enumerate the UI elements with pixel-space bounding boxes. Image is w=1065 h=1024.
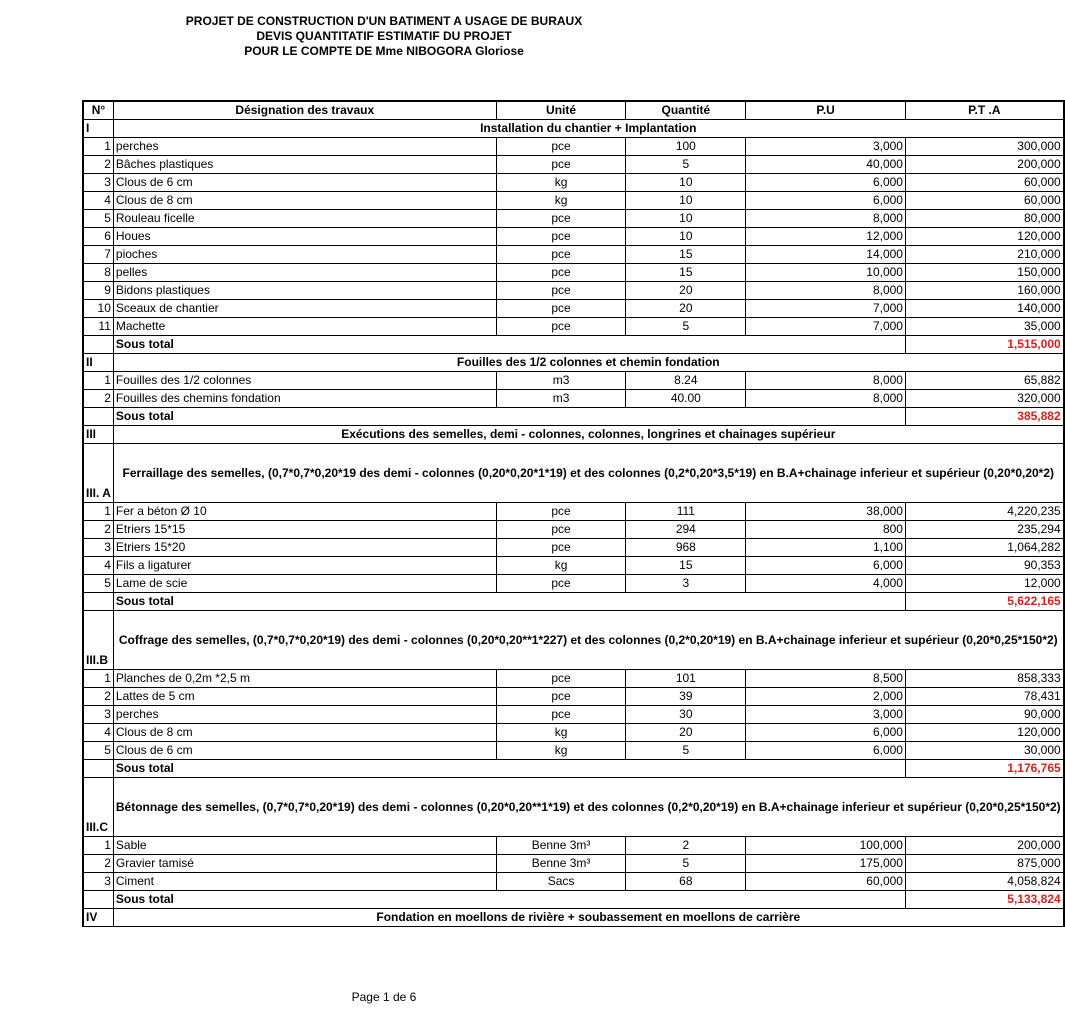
item-quantite: 15 [626, 264, 746, 282]
table-row [83, 300, 1064, 318]
item-pt: 235,294 [905, 521, 1063, 539]
item-designation: Rouleau ficelle [113, 210, 496, 228]
item-pu: 175,000 [746, 855, 906, 873]
sous-total-row [83, 336, 1064, 354]
item-pt: 150,000 [905, 264, 1063, 282]
client-title: POUR LE COMPTE DE Mme NIBOGORA Gloriose [244, 44, 524, 58]
sous-total-label: Sous total [113, 336, 905, 354]
item-quantite: 15 [626, 557, 746, 575]
item-pt: 90,000 [905, 706, 1063, 724]
item-designation: Ciment [113, 873, 496, 891]
item-quantite: 968 [626, 539, 746, 557]
item-pt: 200,000 [905, 156, 1063, 174]
item-quantite: 3 [626, 575, 746, 593]
item-pu: 2,000 [746, 688, 906, 706]
subsection-number: III.B [83, 611, 113, 670]
item-pu: 8,500 [746, 670, 906, 688]
col-header-no: N° [83, 101, 113, 120]
item-unite: pce [496, 318, 626, 336]
subsection-title: Bétonnage des semelles, (0,7*0,7*0,20*19) des demi - colonnes (0,20*0,20**1*19) et des colonnes (0,2*0,20*19) en B.A+chainage inferieur et supérieur (0,20*0,25*150*2) [113, 778, 1063, 837]
subsection-number: III. A [83, 444, 113, 503]
item-quantite: 68 [626, 873, 746, 891]
item-designation: Fouilles des chemins fondation [113, 390, 496, 408]
table-row [83, 210, 1064, 228]
item-designation: Etriers 15*20 [113, 539, 496, 557]
item-pu: 8,000 [746, 372, 906, 390]
item-unite: pce [496, 503, 626, 521]
item-designation: Gravier tamisé [113, 855, 496, 873]
item-designation: perches [113, 138, 496, 156]
item-number: 7 [83, 246, 113, 264]
item-quantite: 10 [626, 228, 746, 246]
sous-total-value: 1,515,000 [905, 336, 1063, 354]
item-quantite: 15 [626, 246, 746, 264]
page-footer: Page 1 de 6 [351, 990, 417, 1004]
item-designation: Planches de 0,2m *2,5 m [113, 670, 496, 688]
col-header-pu: P.U [746, 101, 906, 120]
table-row [83, 156, 1064, 174]
sous-total-value: 5,133,824 [905, 891, 1063, 909]
item-pu: 6,000 [746, 192, 906, 210]
item-unite: Benne 3m³ [496, 855, 626, 873]
item-unite: pce [496, 282, 626, 300]
section-title: Installation du chantier + Implantation [113, 120, 1063, 138]
subsection-header-row [83, 778, 1064, 837]
item-pt: 78,431 [905, 688, 1063, 706]
item-number: 3 [83, 873, 113, 891]
item-unite: kg [496, 192, 626, 210]
section-header-row [83, 120, 1064, 138]
item-pt: 875,000 [905, 855, 1063, 873]
item-quantite: 40.00 [626, 390, 746, 408]
item-designation: pelles [113, 264, 496, 282]
item-pu: 3,000 [746, 138, 906, 156]
item-pu: 8,000 [746, 282, 906, 300]
item-quantite: 101 [626, 670, 746, 688]
item-designation: Clous de 6 cm [113, 174, 496, 192]
item-designation: Fer a béton Ø 10 [113, 503, 496, 521]
document-header [0, 14, 768, 59]
item-unite: m3 [496, 390, 626, 408]
item-number: 1 [83, 837, 113, 855]
item-quantite: 8.24 [626, 372, 746, 390]
item-pu: 8,000 [746, 390, 906, 408]
item-unite: pce [496, 246, 626, 264]
project-title: PROJET DE CONSTRUCTION D'UN BATIMENT A USAGE DE BURAUX [185, 14, 583, 28]
item-quantite: 5 [626, 855, 746, 873]
item-pu: 10,000 [746, 264, 906, 282]
item-pt: 320,000 [905, 390, 1063, 408]
item-unite: pce [496, 521, 626, 539]
item-number: 2 [83, 390, 113, 408]
table-row [83, 742, 1064, 760]
section-number: IV [83, 909, 113, 927]
item-pt: 120,000 [905, 228, 1063, 246]
col-header-quantite: Quantité [626, 101, 746, 120]
item-designation: Sable [113, 837, 496, 855]
item-number: 5 [83, 742, 113, 760]
sous-total-row [83, 593, 1064, 611]
section-number: II [83, 354, 113, 372]
item-quantite: 100 [626, 138, 746, 156]
item-number: 3 [83, 706, 113, 724]
item-unite: pce [496, 156, 626, 174]
item-number: 2 [83, 521, 113, 539]
item-number: 8 [83, 264, 113, 282]
section-title: Fouilles des 1/2 colonnes et chemin fondation [113, 354, 1063, 372]
item-unite: pce [496, 670, 626, 688]
sous-total-spacer [83, 408, 113, 426]
item-quantite: 39 [626, 688, 746, 706]
item-quantite: 5 [626, 742, 746, 760]
item-pt: 65,882 [905, 372, 1063, 390]
item-pt: 60,000 [905, 192, 1063, 210]
table-row [83, 372, 1064, 390]
item-unite: Benne 3m³ [496, 837, 626, 855]
item-pu: 7,000 [746, 300, 906, 318]
item-number: 4 [83, 724, 113, 742]
subsection-title: Coffrage des semelles, (0,7*0,7*0,20*19) des demi - colonnes (0,20*0,20**1*227) et des colonnes (0,2*0,20*19) en B.A+chainage inferieur et supérieur (0,20*0,25*150*2) [113, 611, 1063, 670]
item-quantite: 2 [626, 837, 746, 855]
item-unite: pce [496, 228, 626, 246]
item-quantite: 10 [626, 192, 746, 210]
table-row [83, 855, 1064, 873]
table-row [83, 138, 1064, 156]
subsection-number: III.C [83, 778, 113, 837]
item-pu: 6,000 [746, 742, 906, 760]
item-pt: 80,000 [905, 210, 1063, 228]
item-quantite: 30 [626, 706, 746, 724]
section-title: Fondation en moellons de rivière + soubassement en moellons de carrière [113, 909, 1063, 927]
table-row [83, 192, 1064, 210]
subsection-header-row [83, 611, 1064, 670]
item-pu: 1,100 [746, 539, 906, 557]
item-quantite: 5 [626, 318, 746, 336]
item-pu: 12,000 [746, 228, 906, 246]
item-quantite: 20 [626, 282, 746, 300]
item-number: 4 [83, 557, 113, 575]
item-pu: 40,000 [746, 156, 906, 174]
item-pu: 4,000 [746, 575, 906, 593]
item-designation: Machette [113, 318, 496, 336]
item-pu: 14,000 [746, 246, 906, 264]
sous-total-value: 1,176,765 [905, 760, 1063, 778]
table-row [83, 688, 1064, 706]
item-pt: 90,353 [905, 557, 1063, 575]
sous-total-row [83, 408, 1064, 426]
table-row [83, 557, 1064, 575]
devis-table [82, 100, 1065, 927]
section-number: I [83, 120, 113, 138]
sous-total-label: Sous total [113, 593, 905, 611]
section-header-row [83, 354, 1064, 372]
table-row [83, 539, 1064, 557]
item-designation: Clous de 6 cm [113, 742, 496, 760]
section-header-row [83, 426, 1064, 444]
item-number: 2 [83, 855, 113, 873]
item-pu: 7,000 [746, 318, 906, 336]
item-pu: 800 [746, 521, 906, 539]
item-pt: 160,000 [905, 282, 1063, 300]
item-unite: kg [496, 174, 626, 192]
item-unite: pce [496, 706, 626, 724]
item-pt: 120,000 [905, 724, 1063, 742]
item-designation: pioches [113, 246, 496, 264]
item-number: 3 [83, 174, 113, 192]
subsection-title: Ferraillage des semelles, (0,7*0,7*0,20*19 des demi - colonnes (0,20*0,20*1*19) et des colonnes (0,2*0,20*3,5*19) en B.A+chainage inferieur et supérieur (0,20*0,20*2) [113, 444, 1063, 503]
table-row [83, 837, 1064, 855]
section-header-row [83, 909, 1064, 927]
item-number: 9 [83, 282, 113, 300]
table-row [83, 873, 1064, 891]
sous-total-spacer [83, 891, 113, 909]
item-pt: 30,000 [905, 742, 1063, 760]
item-pu: 60,000 [746, 873, 906, 891]
item-number: 1 [83, 372, 113, 390]
table-row [83, 246, 1064, 264]
item-designation: Lattes de 5 cm [113, 688, 496, 706]
item-number: 2 [83, 688, 113, 706]
item-quantite: 111 [626, 503, 746, 521]
sous-total-label: Sous total [113, 408, 905, 426]
item-unite: Sacs [496, 873, 626, 891]
table-header-row [83, 101, 1064, 120]
item-unite: kg [496, 557, 626, 575]
subsection-header-row [83, 444, 1064, 503]
col-header-pta: P.T .A [905, 101, 1063, 120]
item-number: 3 [83, 539, 113, 557]
item-unite: pce [496, 688, 626, 706]
table-row [83, 575, 1064, 593]
item-quantite: 5 [626, 156, 746, 174]
col-header-designation: Désignation des travaux [113, 101, 496, 120]
item-number: 4 [83, 192, 113, 210]
item-designation: perches [113, 706, 496, 724]
item-unite: pce [496, 575, 626, 593]
item-pt: 12,000 [905, 575, 1063, 593]
table-row [83, 670, 1064, 688]
sous-total-row [83, 891, 1064, 909]
item-pt: 4,220,235 [905, 503, 1063, 521]
item-pu: 6,000 [746, 557, 906, 575]
item-designation: Clous de 8 cm [113, 192, 496, 210]
table-row [83, 174, 1064, 192]
table-row [83, 390, 1064, 408]
item-designation: Sceaux de chantier [113, 300, 496, 318]
item-designation: Fils a ligaturer [113, 557, 496, 575]
item-designation: Bidons plastiques [113, 282, 496, 300]
table-row [83, 282, 1064, 300]
table-row [83, 228, 1064, 246]
item-pu: 6,000 [746, 724, 906, 742]
table-body [83, 120, 1064, 927]
item-unite: pce [496, 264, 626, 282]
item-designation: Fouilles des 1/2 colonnes [113, 372, 496, 390]
item-number: 2 [83, 156, 113, 174]
item-designation: Houes [113, 228, 496, 246]
item-pu: 38,000 [746, 503, 906, 521]
section-title: Exécutions des semelles, demi - colonnes, colonnes, longrines et chainages supérieur [113, 426, 1063, 444]
table-row [83, 521, 1064, 539]
item-number: 1 [83, 138, 113, 156]
item-unite: m3 [496, 372, 626, 390]
sous-total-row [83, 760, 1064, 778]
item-pt: 35,000 [905, 318, 1063, 336]
item-pu: 3,000 [746, 706, 906, 724]
item-pu: 100,000 [746, 837, 906, 855]
item-pt: 4,058,824 [905, 873, 1063, 891]
item-number: 11 [83, 318, 113, 336]
table-row [83, 503, 1064, 521]
item-number: 5 [83, 575, 113, 593]
item-designation: Lame de scie [113, 575, 496, 593]
table-row [83, 706, 1064, 724]
item-unite: pce [496, 539, 626, 557]
item-designation: Etriers 15*15 [113, 521, 496, 539]
item-pt: 140,000 [905, 300, 1063, 318]
table-row [83, 724, 1064, 742]
item-quantite: 10 [626, 174, 746, 192]
item-quantite: 20 [626, 724, 746, 742]
item-designation: Clous de 8 cm [113, 724, 496, 742]
item-pt: 60,000 [905, 174, 1063, 192]
item-unite: kg [496, 742, 626, 760]
item-pt: 300,000 [905, 138, 1063, 156]
item-number: 1 [83, 670, 113, 688]
sous-total-spacer [83, 760, 113, 778]
sous-total-spacer [83, 336, 113, 354]
item-designation: Bâches plastiques [113, 156, 496, 174]
item-quantite: 294 [626, 521, 746, 539]
devis-title: DEVIS QUANTITATIF ESTIMATIF DU PROJET [256, 29, 512, 43]
section-number: III [83, 426, 113, 444]
table-row [83, 318, 1064, 336]
sous-total-label: Sous total [113, 760, 905, 778]
sous-total-label: Sous total [113, 891, 905, 909]
item-unite: pce [496, 210, 626, 228]
item-unite: kg [496, 724, 626, 742]
sous-total-spacer [83, 593, 113, 611]
item-number: 6 [83, 228, 113, 246]
table-row [83, 264, 1064, 282]
item-pu: 8,000 [746, 210, 906, 228]
item-number: 1 [83, 503, 113, 521]
col-header-unite: Unité [496, 101, 626, 120]
item-pt: 210,000 [905, 246, 1063, 264]
item-pt: 200,000 [905, 837, 1063, 855]
item-number: 5 [83, 210, 113, 228]
sous-total-value: 5,622,165 [905, 593, 1063, 611]
sous-total-value: 385,882 [905, 408, 1063, 426]
item-number: 10 [83, 300, 113, 318]
item-unite: pce [496, 138, 626, 156]
item-quantite: 20 [626, 300, 746, 318]
item-quantite: 10 [626, 210, 746, 228]
item-pt: 1,064,282 [905, 539, 1063, 557]
item-pt: 858,333 [905, 670, 1063, 688]
item-pu: 6,000 [746, 174, 906, 192]
item-unite: pce [496, 300, 626, 318]
